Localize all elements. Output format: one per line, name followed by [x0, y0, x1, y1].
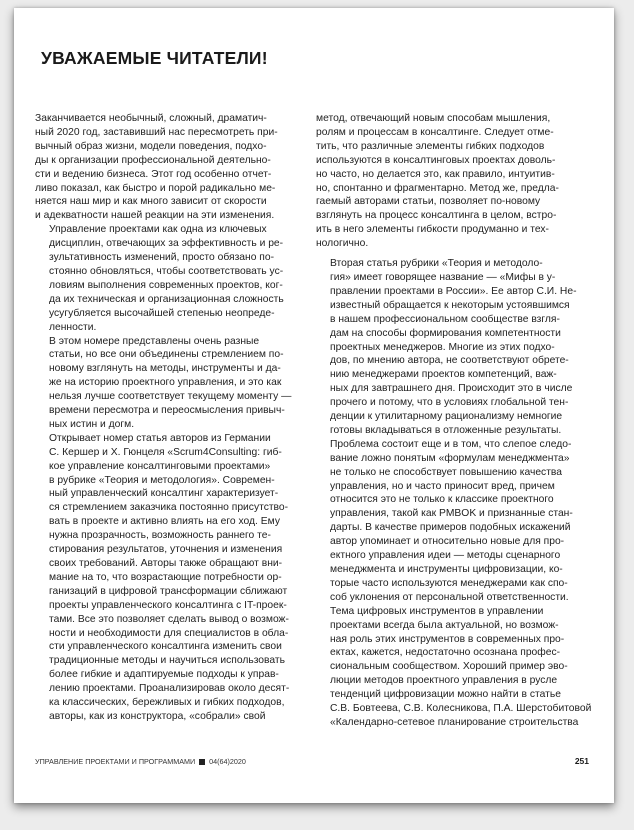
text-line: дарты. В качестве примеров подобных искажений [330, 522, 571, 534]
paragraph [35, 432, 290, 724]
text-line: но, спонтанно и фрагментарно. Метод же, предла- [316, 182, 559, 194]
text-line: ленности. [49, 321, 97, 333]
text-line: С. Кершер и Х. Гюнцеля «Scrum4Consulting: гиб- [49, 446, 282, 458]
text-line: ный управленческий консалтинг характеризует- [49, 488, 279, 500]
text-line: Проблема состоит еще и в том, что слепое следо- [330, 438, 572, 450]
text-line: няется наш мир и как много зависит от скорости [35, 196, 267, 208]
text-line: дов, по мнению автора, не соответствуют обрете- [330, 355, 569, 367]
text-line: проектных менеджеров. Многие из этих подхо- [330, 341, 555, 353]
magazine-page [14, 8, 614, 803]
text-line: не только не способствует повышению качества [330, 466, 563, 478]
text-line: ганизаций в цифровой трансформации сближают [49, 585, 288, 597]
text-line: Управление проектами как одна из ключевых [49, 224, 267, 236]
text-line: вание ложно понятым «формулам менеджмента» [330, 452, 570, 464]
paragraph [316, 605, 592, 730]
text-line: ся стремлением заказчика постоянно присутство- [49, 502, 289, 514]
text-line: люции методов проектного управления в русле [330, 675, 558, 687]
text-line: в нашем профессиональном сообществе взгля- [330, 313, 560, 325]
text-line: готовы вкладываться в отложенные результаты. [330, 424, 562, 436]
text-line: авторы, как из конструктора, «собрали» свой [49, 710, 266, 722]
text-line: денции к утилитарному рационализму немногие [330, 411, 563, 423]
text-line: известный обращается к некоторым устоявшимся [330, 299, 570, 311]
text-line: ная роль этих инструментов в современных про- [330, 633, 565, 645]
text-line: проектами всегда была актуальной, но возмож- [330, 619, 559, 631]
text-line: зультативность изменений, просто обязано по- [49, 252, 275, 264]
text-line: стоянно обновляться, чтобы соответствовать ус- [49, 265, 284, 277]
text-line: ных для завтрашнего дня. Происходит это в числе [330, 383, 573, 395]
journal-name: УПРАВЛЕНИЕ ПРОЕКТАМИ И ПРОГРАММАМИ [35, 757, 196, 766]
text-line: ка классических, бережливых и гибких подходов, [49, 697, 285, 709]
text-line: ектного управления идеи — методы сценарного [330, 550, 561, 562]
text-line: управления, такой как PMBOK и признанные стан- [330, 508, 573, 520]
text-line: Заканчивается необычный, сложный, драматич- [35, 113, 267, 124]
text-line: Вторая статья рубрики «Теория и методоло- [330, 258, 543, 270]
text-line: лению проектами. Проанализировав около десят- [49, 683, 290, 695]
issue-number: 04(64)2020 [209, 757, 246, 766]
right-text-column [316, 112, 592, 730]
text-line: ектах, кажется, недостаточно осознана профес- [330, 647, 561, 659]
text-line: ливо показал, как быстро и порой радикально ме- [35, 182, 276, 194]
text-line: кое управление консалтинговыми проектами» [49, 460, 271, 472]
text-line: тенденций цифровизации можно найти в статье [330, 689, 561, 701]
text-line: дам на способы формирования компетентности [330, 327, 561, 339]
text-line: Открывает номер статья авторов из Германии [49, 432, 271, 444]
text-line: ный 2020 год, заставивший нас пересмотреть при- [35, 126, 278, 138]
text-line: Тема цифровых инструментов в управлении [330, 605, 544, 617]
text-line: усугубляется высочайшей степенью неопреде- [49, 307, 275, 319]
text-line: тами. Все это позволяет сделать вывод о возмож- [49, 613, 289, 625]
text-line: автор упоминает и относительно новые для про- [330, 536, 565, 548]
text-line: дисциплин, отвечающих за эффективность и ре- [49, 238, 284, 250]
text-line: статьи, но все они объединены стремлением по- [49, 349, 284, 361]
text-line: правлении проектами в России». Ее автор С.И. Не- [330, 285, 577, 297]
text-line: взглянуть на процесс консалтинга в целом, встро- [316, 210, 557, 222]
text-line: своих требований. Авторы также обращают вни- [49, 558, 283, 569]
text-line: стирования результатов, уточнения и изменения [49, 544, 283, 556]
text-line: В этом номере представлены очень разные [49, 335, 260, 347]
text-line: вать в проекте и активно влиять на его ход. Ему [49, 516, 280, 528]
text-line: соб уклонения от персональной ответственности. [330, 591, 569, 603]
text-line: и адекватности нашей реакции на эти изменения. [35, 210, 275, 222]
page-footer [35, 757, 589, 766]
page-title: УВАЖАЕМЫЕ ЧИТАТЕЛИ! [41, 48, 268, 68]
text-line: же на историю проектного управления, и это как [49, 377, 282, 389]
text-line: торые часто используются менеджерами как спо- [330, 577, 568, 589]
text-line: нужна прозрачность, возможность раннего те- [49, 530, 271, 542]
text-line: ловиям выполнения современных проектов, ког- [49, 279, 283, 291]
paragraph [35, 112, 283, 223]
text-line: сти управленческого консалтинга изменить свои [49, 641, 282, 653]
text-line: ролям и процессам в консалтинге. Следует отме- [316, 126, 554, 138]
text-line: но часто, но делается это, как правило, интуитив- [316, 168, 555, 180]
text-line: метод, отвечающий новым способам мышления, [316, 113, 551, 124]
text-line: менеджмента и инструменты цифровизации, ко- [330, 564, 563, 575]
text-line: управления, но и часто приносит вред, причем [330, 480, 555, 492]
text-line: нию менеджерами проектов компетенций, важ- [330, 369, 557, 381]
text-line: нельзя лучше соответствует текущему моменту — [49, 391, 292, 403]
text-line: времени пересмотра и переосмысления привыч- [49, 405, 285, 417]
text-line: нологично. [316, 238, 369, 250]
text-line: проекты управленческого консалтинга с IT-проек- [49, 599, 287, 611]
text-line: новому взглянуть на методы, инструменты и да- [49, 363, 281, 375]
text-line: в рубрике «Теория и методология». Современ- [49, 474, 275, 486]
text-line: прочего и потому, что в условиях глобальной тен- [330, 397, 569, 409]
paragraph [316, 112, 564, 251]
text-line: ных истин и догм. [49, 418, 135, 430]
left-text-column [35, 112, 292, 724]
text-line: да их техническая и организационная сложность [49, 293, 284, 305]
text-line: «Календарно-сетевое планирование строительства [330, 716, 579, 728]
text-line: ды к организации профессиональной деятельно- [35, 154, 271, 166]
text-line: традиционные методы и научиться использовать [49, 655, 285, 667]
text-line: сти и ведению бизнеса. Этот год особенно отчет- [35, 168, 272, 180]
text-line: мание на то, что возрастающие потребности ор- [49, 571, 282, 583]
paragraph [316, 257, 577, 605]
text-line: гаемый авторами статьи, позволяет по-новому [316, 196, 541, 208]
text-line: более гибкие и адаптируемые подходы к управ- [49, 669, 279, 681]
text-line: тить, что различные элементы гибких подходов [316, 140, 545, 152]
page-number: 251 [574, 756, 589, 766]
text-line: вычный образ жизни, модели поведения, подхо- [35, 140, 267, 152]
text-line: используются в консалтинговых проектах доволь- [316, 154, 556, 166]
paragraph [35, 335, 292, 432]
text-line: С.В. Бовтеева, С.В. Колесникова, П.А. Шерстобитовой [330, 703, 592, 715]
text-line: ности и необходимости для специалистов в обла- [49, 627, 289, 639]
paragraph [35, 223, 283, 334]
text-line: ить в него элементы гибкости продуманно и тех- [316, 224, 549, 236]
text-line: гия» имеет говорящее название — «Мифы в у- [330, 271, 556, 283]
text-line: относится это не только к классике проектного [330, 494, 554, 506]
text-line: сиональным сообществом. Хороший пример эво- [330, 661, 568, 673]
separator-square-icon [199, 759, 205, 765]
